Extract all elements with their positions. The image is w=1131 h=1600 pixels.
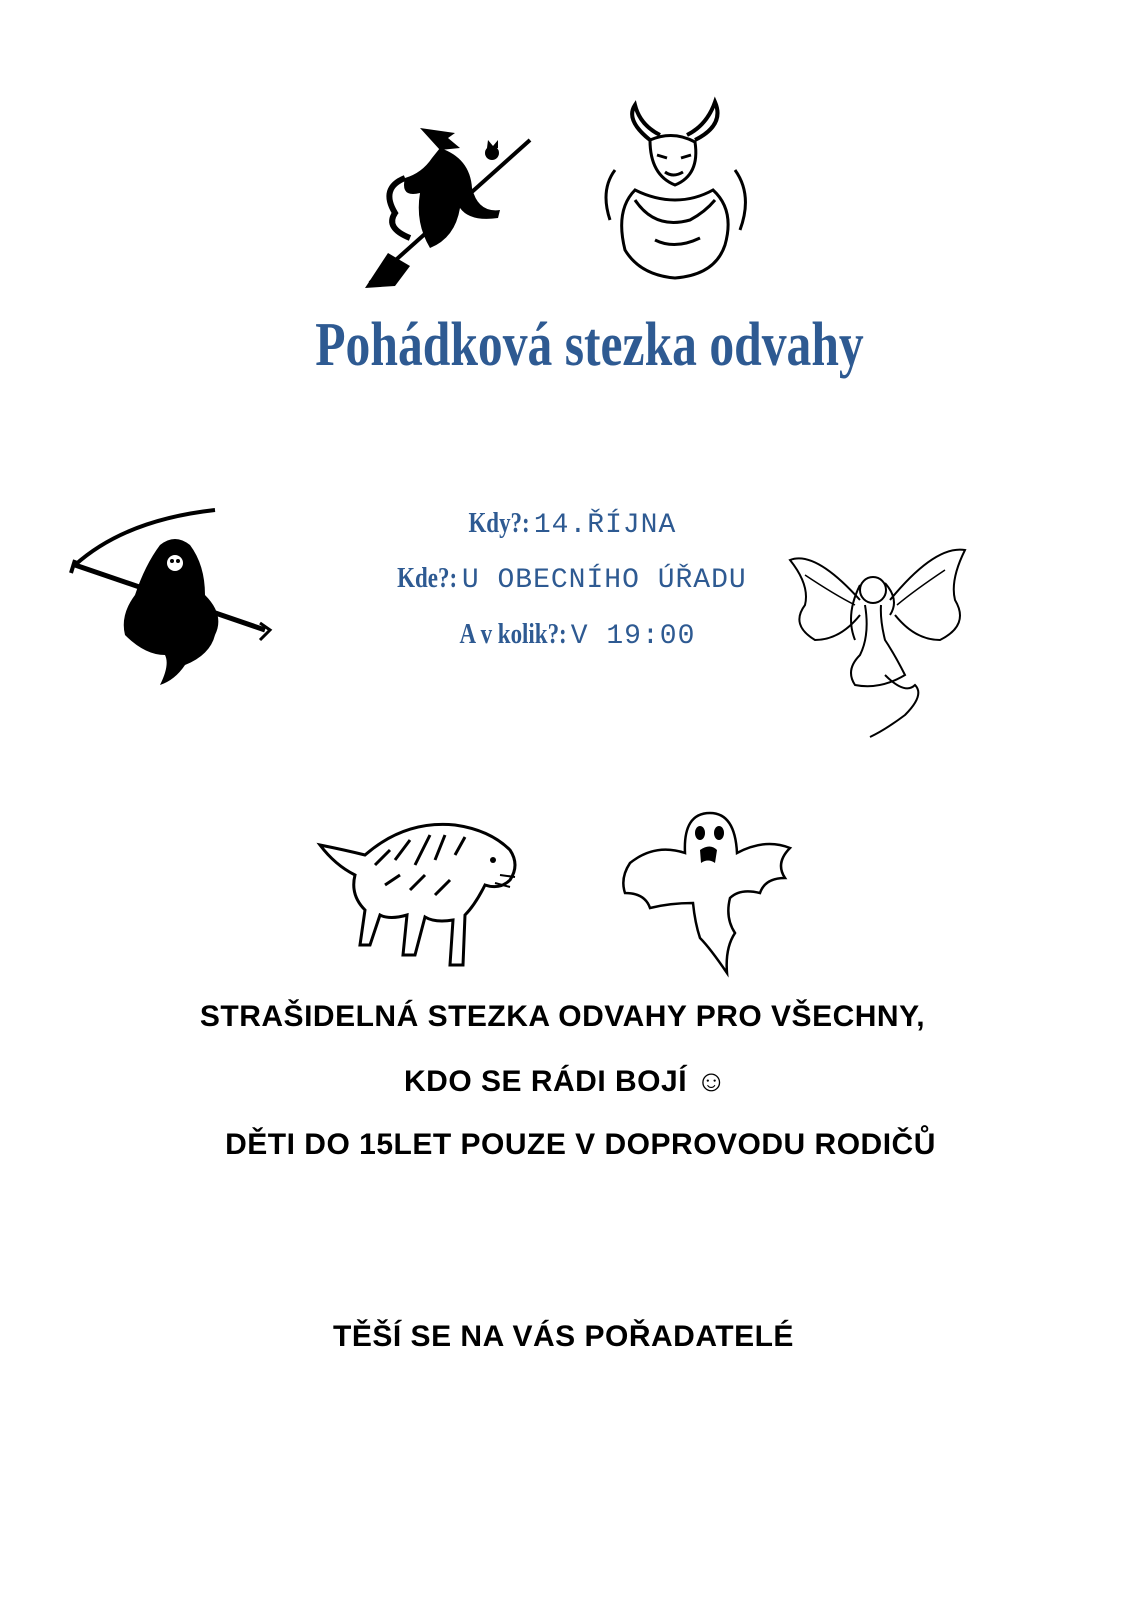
detail-value: U OBECNÍHO ÚŘADU xyxy=(461,565,747,596)
message-line-3: DĚTI DO 15LET POUZE V DOPROVODU RODIČŮ xyxy=(225,1128,936,1161)
detail-value: V 19:00 xyxy=(570,621,696,652)
detail-row-when xyxy=(0,508,1131,541)
fairy-illustration xyxy=(785,545,970,740)
detail-label: Kde?: xyxy=(397,563,458,594)
detail-label: Kdy?: xyxy=(468,508,530,539)
wolf-illustration xyxy=(315,805,525,975)
page-title: Pohádková stezka odvahy xyxy=(315,311,864,379)
closing-text: TĚŠÍ SE NA VÁS POŘADATELÉ xyxy=(333,1320,794,1353)
detail-label: A v kolik?: xyxy=(459,619,567,650)
ghost-illustration xyxy=(615,808,800,978)
message-line-1: STRAŠIDELNÁ STEZKA ODVAHY PRO VŠECHNY, xyxy=(199,1000,926,1033)
message-line-2: KDO SE RÁDI BOJÍ ☺ xyxy=(403,1065,727,1098)
devil-illustration xyxy=(595,100,755,285)
detail-value: 14.ŘÍJNA xyxy=(533,510,677,541)
witch-illustration xyxy=(360,118,535,293)
